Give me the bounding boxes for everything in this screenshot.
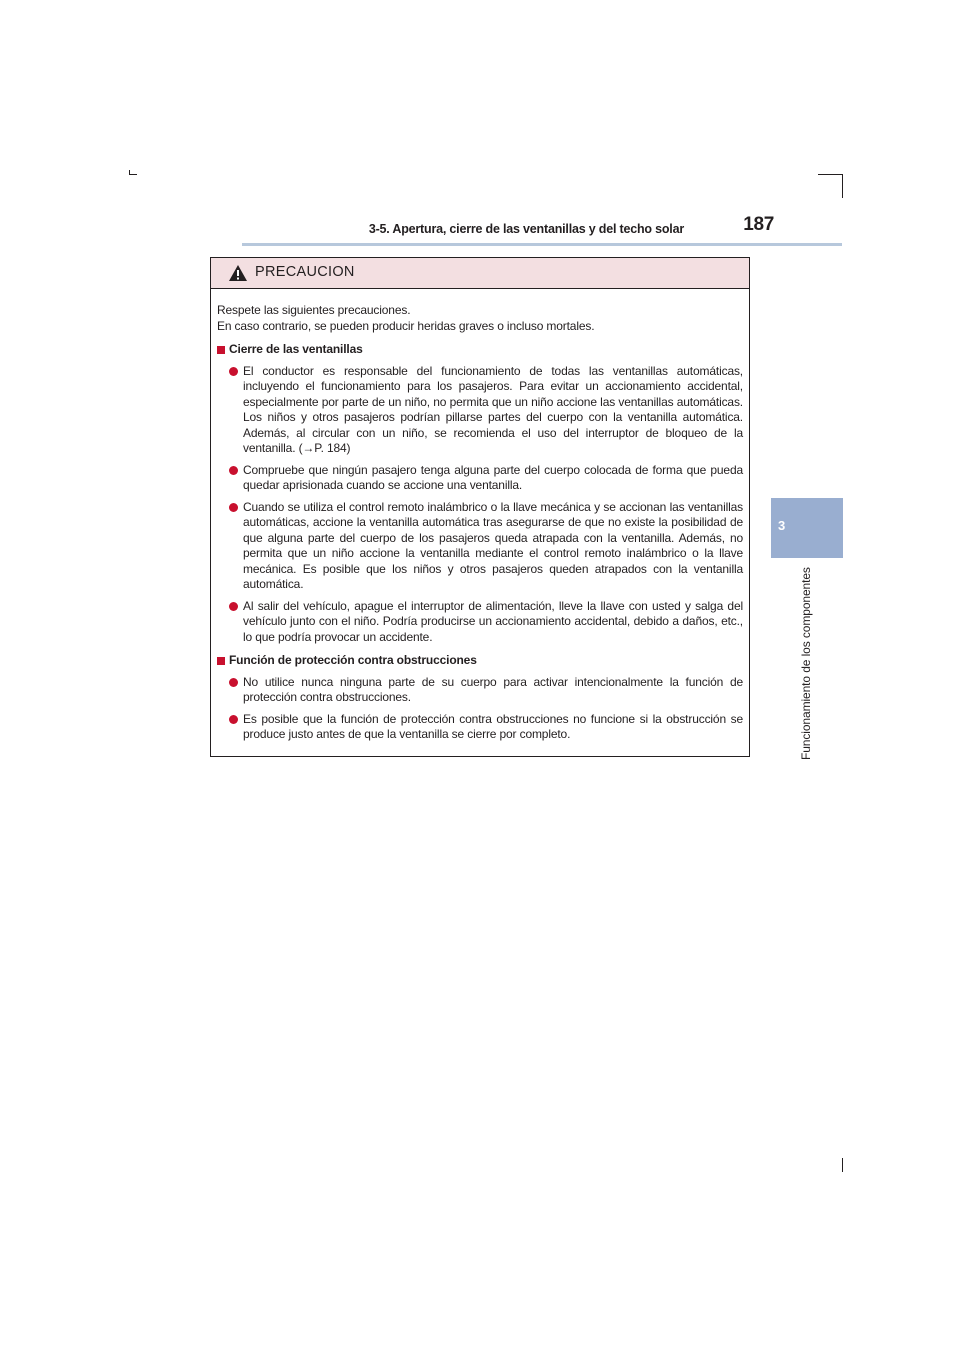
intro-line: En caso contrario, se pueden producir heridas graves o incluso mortales.	[217, 318, 595, 333]
crop-mark	[842, 1158, 843, 1172]
circle-bullet-icon	[229, 466, 238, 475]
list-item	[243, 463, 743, 494]
list-item	[243, 599, 743, 646]
circle-bullet-icon	[229, 715, 238, 724]
list-item	[243, 675, 743, 706]
section-heading-text: Cierre de las ventanillas	[229, 342, 363, 356]
section-title: 3-5. Apertura, cierre de las ventanillas y del techo solar	[368, 222, 684, 236]
circle-bullet-icon	[229, 503, 238, 512]
square-bullet-icon	[217, 346, 225, 354]
chapter-number: 3	[778, 518, 786, 533]
list-item-text: Compruebe que ningún pasajero tenga alguna parte del cuerpo colocada de forma que pueda quedar aprisionada cuando se accione una ventanilla.	[243, 462, 743, 492]
list-item-text: Al salir del vehículo, apague el interruptor de alimentación, lleve la llave con usted y salga del vehículo junto con el niño. Podría producirse un accionamiento accidental, debido a daños, etc., lo que podría provocar un accidente.	[243, 598, 743, 644]
list-item	[243, 364, 743, 457]
list-item	[243, 712, 743, 743]
circle-bullet-icon	[229, 367, 238, 376]
caution-box	[210, 257, 750, 757]
caution-body	[211, 289, 749, 743]
list-item-text: Cuando se utiliza el control remoto inalámbrico o la llave mecánica y se accionan las ventanillas automáticas, accione la ventanilla automática tras asegurarse de que no existe la posibilidad de que alguna parte del cuerpo de los pasajeros queda atrapada con la ventanilla. Además, no permita que un niño accione la ventanilla mediante el control remoto inalámbrico o la llave mecánica. Es posible que los niños y otros pasajeros queden atrapados con la ventanilla automática.	[243, 499, 743, 591]
crop-mark	[818, 174, 842, 175]
header-divider	[242, 243, 842, 246]
section-heading-text: Función de protección contra obstrucciones	[229, 653, 477, 667]
chapter-title: Funcionamiento de los componentes	[799, 567, 813, 760]
warning-triangle-icon	[228, 264, 248, 282]
caution-title: PRECAUCION	[255, 264, 355, 280]
intro-line: Respete las siguientes precauciones.	[217, 303, 411, 317]
page-number: 187	[743, 214, 774, 235]
section-heading	[217, 342, 743, 358]
caution-header	[211, 258, 749, 289]
list-item-text: No utilice nunca ninguna parte de su cuerpo para activar intencionalmente la función de protección contra obstrucciones.	[243, 674, 743, 704]
list-item	[243, 500, 743, 593]
crop-mark	[842, 174, 843, 198]
list-item-text: Es posible que la función de protección contra obstrucciones no funcione si la obstrucción se produce justo antes de que la ventanilla se cierre por completo.	[243, 711, 743, 741]
crop-mark	[129, 174, 137, 175]
circle-bullet-icon	[229, 678, 238, 687]
section-heading	[217, 653, 743, 669]
square-bullet-icon	[217, 657, 225, 665]
crop-mark	[129, 170, 130, 175]
circle-bullet-icon	[229, 602, 238, 611]
list-item-text: El conductor es responsable del funcionamiento de todas las ventanillas automáticas, incluyendo el funcionamiento para los pasajeros. Para evitar un accionamiento accidental, especialmente por parte de un niño, no permita que un niño accione las ventanillas automáticas. Los niños y otros pasajeros podrían pillarse partes del cuerpo con la ventanilla automática. Además, al circular con un niño, se recomienda el uso del interruptor de bloqueo de la ventanilla. (→P. 184)	[243, 363, 743, 455]
